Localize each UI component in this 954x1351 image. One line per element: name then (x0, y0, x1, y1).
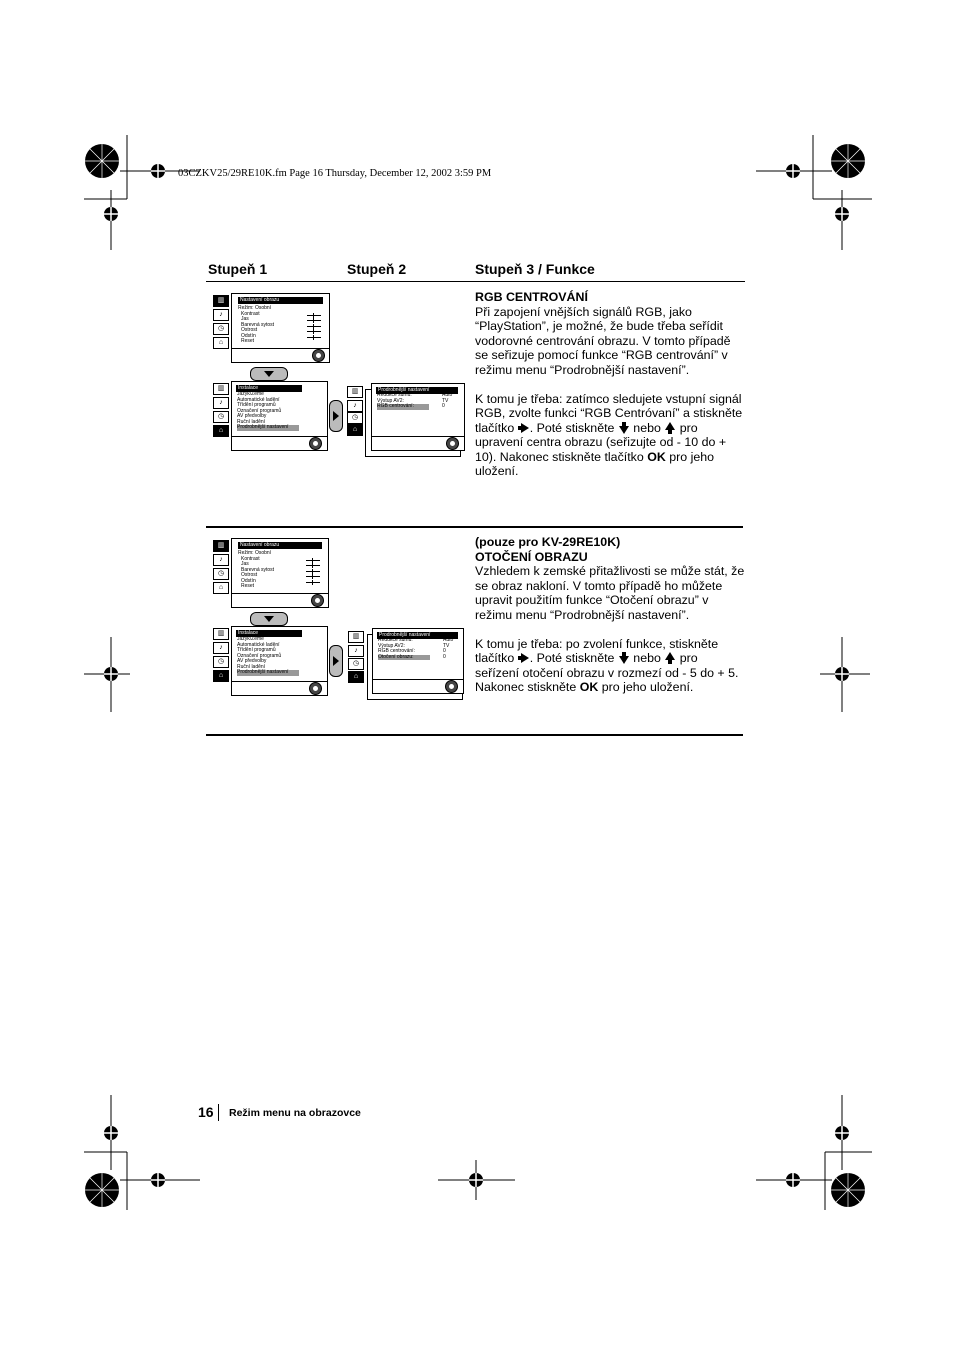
menu-row: Ruční ladění (237, 418, 266, 425)
picture-menu-icon: ▥ (347, 386, 363, 398)
menu-row: Jazyk/Země (237, 391, 264, 397)
down-arrow-button-icon (250, 612, 288, 626)
setup-menu-icon: ⌂ (347, 424, 363, 436)
sound-menu-icon: ♪ (213, 554, 229, 566)
down-arrow-icon (618, 422, 630, 434)
menu-row: Kontrast (241, 555, 260, 562)
menu-row: Výstup AV2: (377, 397, 404, 404)
advanced-settings-panel (371, 383, 465, 451)
timer-menu-icon: ◷ (213, 411, 229, 423)
section1-title: RGB CENTROVÁNÍ (475, 290, 588, 304)
ok-button-icon (309, 437, 322, 450)
picture-menu-icon: ▥ (213, 295, 229, 307)
menu-value: Auto (443, 637, 454, 643)
section1-para1: Při zapojení vnějších signálů RGB, jako “PlayStation”, je možné, že bude třeba seřídit vodorovné centrování obrazu. V tomto případě se seřizuje pomocí funkce “RGB centrování” v režimu menu “Prodrobnější nastavení”. (475, 304, 731, 377)
menu-row: AV předvolby (237, 413, 267, 419)
right-arrow-icon (518, 652, 530, 664)
section2-text (475, 535, 745, 695)
menu-row: Jas (241, 316, 249, 322)
setup-menu-icon: ⌂ (213, 337, 229, 349)
menu-row-selected: Prodrobnější nastavení (237, 425, 299, 431)
menu-row: Třídění programů (237, 647, 276, 653)
section1-para2: K tomu je třeba: zatímco sledujete vstupní signál RGB, zvolte funkci “RGB Centróvaní” a stiskněte tlačítko . Poté stiskněte nebo pro upravení centra obrazu (seřizujte od - 10 do + 10). Nakonec stiskněte tlačítko OK pro jeho uložení. (475, 391, 743, 478)
panel-title: Prodrobnější nastavení (376, 387, 458, 394)
picture-menu-icon: ▥ (213, 628, 229, 640)
sound-menu-icon: ♪ (213, 642, 229, 654)
installation-panel (231, 626, 328, 696)
up-arrow-icon (664, 422, 676, 434)
ok-button-icon (311, 594, 324, 607)
menu-row: Barevná sytost (241, 321, 275, 328)
menu-row: Redukce šumu: (377, 392, 412, 398)
menu-row: Redukce šumu: (378, 637, 413, 643)
menu-row-selected: Otočení obrazu: (378, 655, 430, 661)
menu-row-selected: RGB centrování: (377, 404, 429, 410)
heading-rule (206, 281, 745, 282)
slider-bar (306, 560, 320, 561)
menu-row: Odstín (241, 332, 256, 339)
menu-row: Označení programů (237, 407, 282, 414)
panel-title: Prodrobnější nastavení (377, 632, 458, 639)
ok-button-icon (446, 437, 459, 450)
menu-value: 0 (443, 648, 446, 654)
panel-title: Instalace (236, 385, 302, 392)
setup-menu-icon: ⌂ (213, 582, 229, 594)
ok-button-icon (309, 682, 322, 695)
section2-para1: Vzhledem k zemské přitažlivosti se může stát, že se obraz nakloní. V tomto případě ho můžete upravit použitím funkce “Otočení obrazu” v režimu menu “Prodrobnější nastavení”. (475, 564, 745, 622)
advanced-settings-panel (372, 628, 464, 694)
menu-row: Režim: Osobní (238, 550, 272, 556)
menu-row-selected: Prodrobnější nastavení (237, 670, 299, 676)
menu-row: Režim: Osobní (238, 305, 272, 311)
menu-row: Kontrast (241, 310, 260, 317)
panel-title: Nastavení obrazu (238, 297, 323, 304)
sound-menu-icon: ♪ (213, 309, 229, 321)
down-arrow-button-icon (250, 367, 288, 381)
menu-value: Auto (442, 392, 453, 398)
installation-panel (231, 381, 328, 451)
menu-row: Ruční ladění (237, 663, 266, 670)
section-divider (206, 734, 743, 736)
menu-row: Reset (241, 338, 255, 344)
heading-step-1: Stupeň 1 (208, 261, 268, 277)
slider-bar (307, 320, 321, 321)
ok-button-icon (445, 680, 458, 693)
ok-button-icon (312, 349, 325, 362)
slider-bar (306, 565, 320, 566)
slider-bar (307, 315, 321, 316)
section1-text (475, 290, 745, 479)
heading-step-3: Stupeň 3 / Funkce (475, 261, 595, 277)
timer-menu-icon: ◷ (347, 412, 363, 424)
right-arrow-icon (518, 422, 530, 434)
menu-row: Jazyk/Země (237, 636, 264, 642)
setup-menu-icon: ⌂ (213, 670, 229, 682)
menu-row: Odstín (241, 577, 256, 584)
section2-title: OTOČENÍ OBRAZU (475, 549, 588, 564)
setup-menu-icon: ⌂ (213, 425, 229, 437)
menu-row: AV předvolby (237, 658, 267, 664)
menu-row: Ostrost (241, 572, 258, 578)
panel-title: Instalace (236, 630, 302, 637)
timer-menu-icon: ◷ (213, 568, 229, 580)
section1-illustration (210, 292, 470, 462)
menu-row: Třídění programů (237, 402, 276, 408)
section2-para2: K tomu je třeba: po zvolení funkce, stiskněte tlačítko . Poté stiskněte nebo pro seřízení otočení obrazu v rozmezí od - 5 do + 5. Nakonec stiskněte OK pro jeho uložení. (475, 636, 739, 694)
menu-row: Automatické ladění (237, 641, 280, 648)
file-header: 03CZKV25/29RE10K.fm Page 16 Thursday, December 12, 2002 3:59 PM (178, 168, 492, 179)
footer-section-title: Režim menu na obrazovce (229, 1107, 361, 1119)
menu-value: TV (443, 642, 450, 649)
sound-menu-icon: ♪ (347, 400, 363, 412)
slider-bar (307, 326, 321, 327)
menu-value: 0 (442, 403, 445, 409)
setup-menu-icon: ⌂ (348, 671, 364, 683)
slider-bar (306, 582, 320, 583)
menu-row: Ostrost (241, 327, 258, 333)
section2-subtitle: (pouze pro KV-29RE10K) (475, 535, 621, 549)
picture-settings-panel (231, 293, 330, 363)
slider-bar (307, 337, 321, 338)
timer-menu-icon: ◷ (213, 656, 229, 668)
timer-menu-icon: ◷ (348, 658, 364, 670)
menu-row: Jas (241, 561, 249, 567)
right-arrow-button-icon (329, 645, 343, 677)
heading-step-2: Stupeň 2 (347, 261, 407, 277)
section2-illustration (210, 537, 470, 707)
picture-settings-panel (231, 538, 329, 608)
slider-bar (306, 576, 320, 577)
slider-bar (307, 331, 321, 332)
footer-divider (218, 1104, 219, 1121)
menu-row: Označení programů (237, 652, 282, 659)
sound-menu-icon: ♪ (213, 397, 229, 409)
menu-row: RGB centrování: (378, 648, 415, 654)
menu-row: Barevná sytost (241, 566, 275, 573)
section-divider (206, 526, 743, 528)
menu-row: Automatické ladění (237, 396, 280, 403)
slider-bar (306, 571, 320, 572)
menu-value: 0 (443, 653, 446, 660)
picture-menu-icon: ▥ (213, 540, 229, 552)
menu-row: Výstup AV2: (378, 642, 405, 649)
right-arrow-button-icon (329, 400, 343, 432)
up-arrow-icon (664, 652, 676, 664)
page-number: 16 (198, 1104, 214, 1120)
panel-title: Nastavení obrazu (238, 542, 322, 549)
picture-menu-icon: ▥ (348, 631, 364, 643)
sound-menu-icon: ♪ (348, 645, 364, 657)
down-arrow-icon (618, 652, 630, 664)
picture-menu-icon: ▥ (213, 383, 229, 395)
menu-row: Reset (241, 583, 255, 589)
menu-value: TV (442, 397, 449, 404)
timer-menu-icon: ◷ (213, 323, 229, 335)
